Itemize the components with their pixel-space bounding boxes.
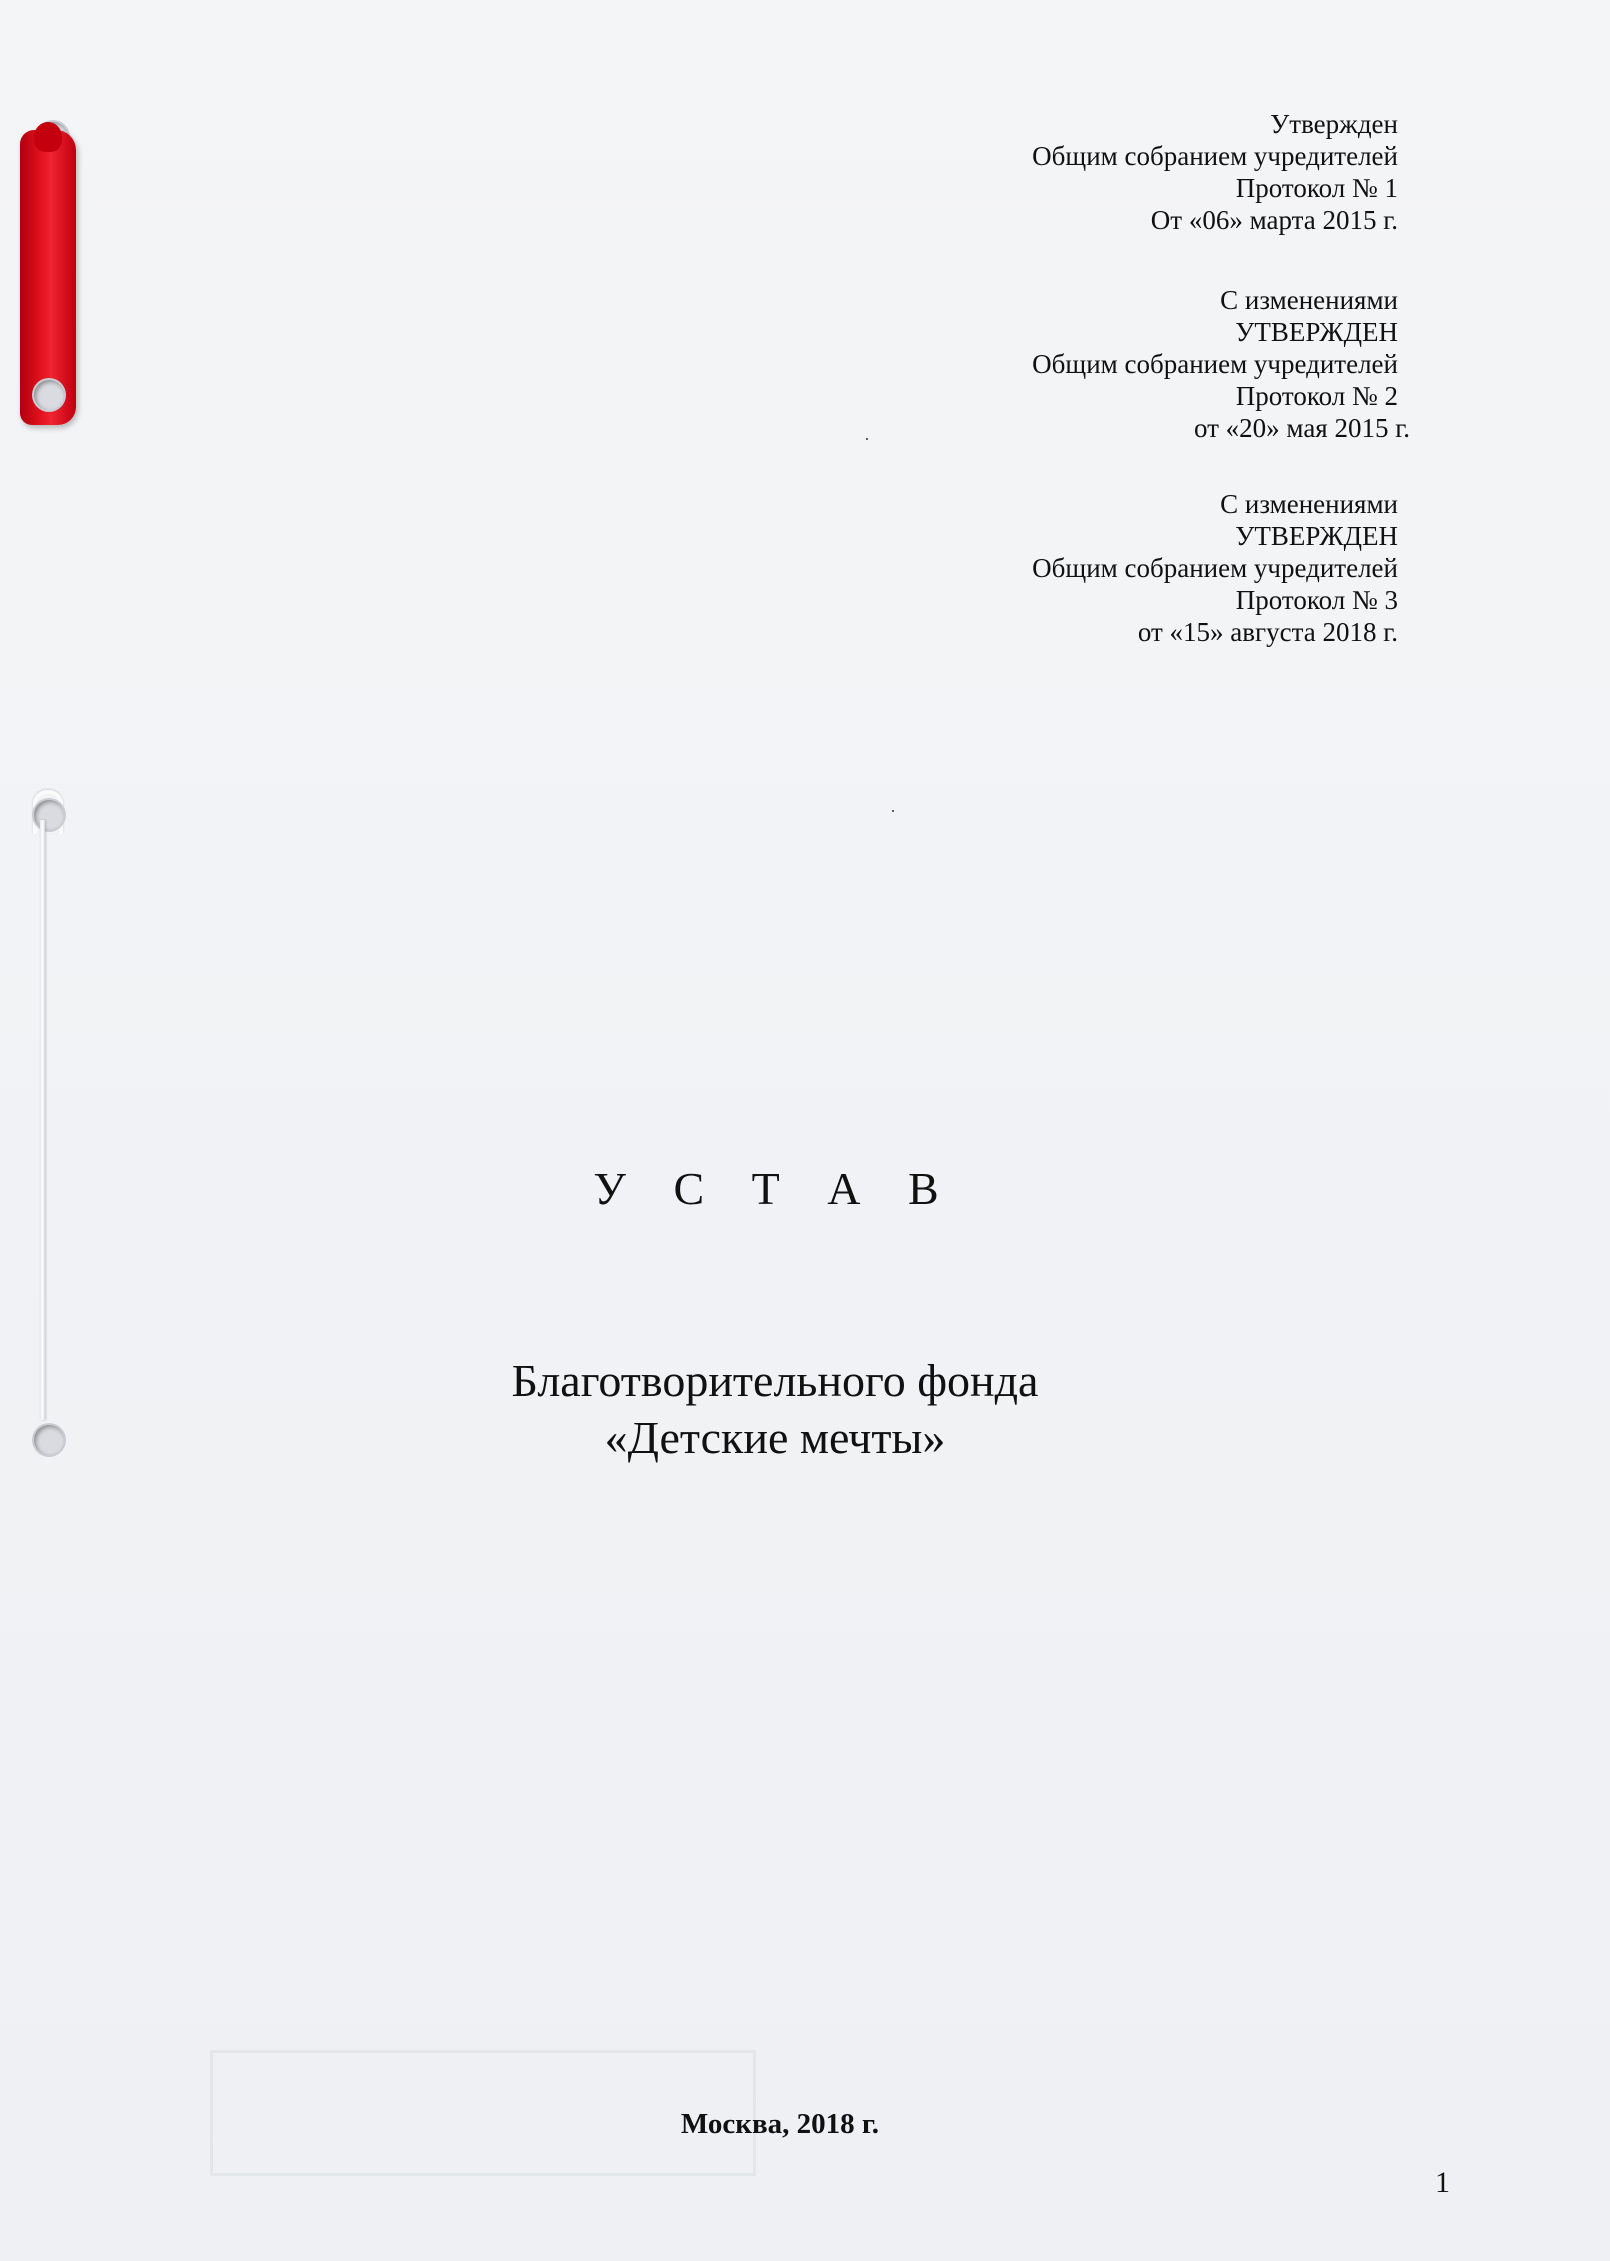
document-title: У С Т А В [593,1163,957,1214]
approval-amendment-1 [698,284,1410,444]
binding-hole-middle [34,800,64,830]
amendment-status: УТВЕРЖДЕН [1235,317,1398,347]
amendment-protocol: Протокол № 3 [1235,585,1398,615]
document-subtitle [0,1352,1550,1466]
binding-hole-upper [34,380,64,410]
page-number: 1 [1435,2166,1450,2199]
amendment-body: Общим собранием учредителей [1032,349,1398,379]
approval-date: От «06» марта 2015 г. [1150,205,1398,235]
amendment-date: от «15» августа 2018 г. [1137,617,1398,647]
amendment-protocol: Протокол № 2 [1235,381,1398,411]
amendment-status: УТВЕРЖДЕН [1235,521,1398,551]
amendment-body: Общим собранием учредителей [1032,553,1398,583]
city-year: Москва, 2018 г. [680,2108,880,2140]
approval-block [698,108,1410,682]
amendment-note: С изменениями [1220,285,1398,315]
amendment-date: от «20» мая 2015 г. [1193,413,1410,443]
subtitle-line-1: Благотворительного фонда [511,1355,1039,1406]
speck [892,810,894,812]
white-binding-thread [40,820,45,1420]
speck [866,438,868,440]
approval-status: Утвержден [1270,109,1398,139]
approval-amendment-2 [698,488,1398,648]
approval-original [698,108,1398,236]
approval-body: Общим собранием учредителей [1032,141,1398,171]
approval-protocol: Протокол № 1 [1235,173,1398,203]
subtitle-line-2: «Детские мечты» [604,1412,946,1463]
amendment-note: С изменениями [1220,489,1398,519]
